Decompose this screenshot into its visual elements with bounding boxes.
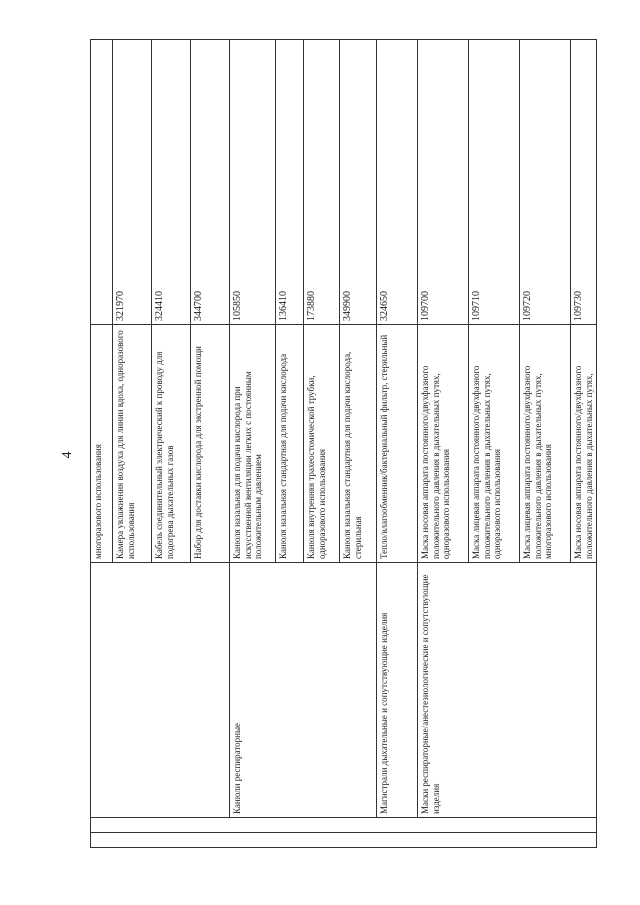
subgroup-cell (91, 563, 230, 818)
subgroup-cell: Магистрали дыхательные и сопутствующие изделия (377, 563, 418, 818)
item-code-cell (91, 40, 113, 325)
item-code-cell: 136410 (276, 40, 304, 325)
subgroup-cell: Маски респираторные/анестезиологические и сопутствующие изделия (418, 563, 597, 818)
item-code-cell: 105850 (230, 40, 276, 325)
number-column (91, 833, 597, 848)
item-code-cell: 349900 (340, 40, 377, 325)
item-name-cell: Маска носовая аппарата постоянного/двухфазного положительного давления в дыхательных путях, (571, 325, 597, 563)
item-name-cell: многоразового использования (91, 325, 113, 563)
item-code-cell: 173880 (304, 40, 340, 325)
table-row (418, 40, 469, 848)
item-name-cell: Кабель соединительный электрический к проводу для подогрева дыхательных газов (152, 325, 191, 563)
item-name-cell: Канюля внутренняя трахеостомической трубки, одноразового использования (304, 325, 340, 563)
item-code-cell: 324410 (152, 40, 191, 325)
table-row (377, 40, 418, 848)
item-name-cell: Маска лицевая аппарата постоянного/двухфазного положительного давления в дыхательных путях, одноразового использования (469, 325, 520, 563)
item-name-cell: Маска лицевая аппарата постоянного/двухфазного положительного давления в дыхательных путях, многоразового использования (520, 325, 571, 563)
item-code-cell: 109710 (469, 40, 520, 325)
rotated-page-content (90, 40, 595, 848)
item-name-cell: Маска носовая аппарата постоянного/двухфазного положительного давления в дыхательных путях, одноразового использования (418, 325, 469, 563)
item-name-cell: Канюля назальная стандартная для подачи кислорода (276, 325, 304, 563)
item-code-cell: 344700 (191, 40, 230, 325)
page-number: 4 (60, 451, 75, 459)
group-column (91, 818, 597, 833)
medical-devices-table (90, 39, 597, 848)
item-code-cell: 324650 (377, 40, 418, 325)
item-code-cell: 109730 (571, 40, 597, 325)
subgroup-cell: Канюли респираторные (230, 563, 377, 818)
item-name-cell: Канюля назальная для подачи кислорода при искусственной вентиляции легких с постоянным положительным давлением (230, 325, 276, 563)
item-name-cell: Тепло/влагообменник/бактериальный фильтр, стерильный (377, 325, 418, 563)
item-name-cell: Камера увлажнения воздуха для линии вдоха, одноразового использования (113, 325, 152, 563)
item-name-cell: Канюля назальная стандартная для подачи кислорода, стерильная (340, 325, 377, 563)
item-code-cell: 109700 (418, 40, 469, 325)
item-code-cell: 321970 (113, 40, 152, 325)
table-row (91, 40, 113, 848)
table-row (230, 40, 276, 848)
item-name-cell: Набор для доставки кислорода для экстренной помощи (191, 325, 230, 563)
item-code-cell: 109720 (520, 40, 571, 325)
